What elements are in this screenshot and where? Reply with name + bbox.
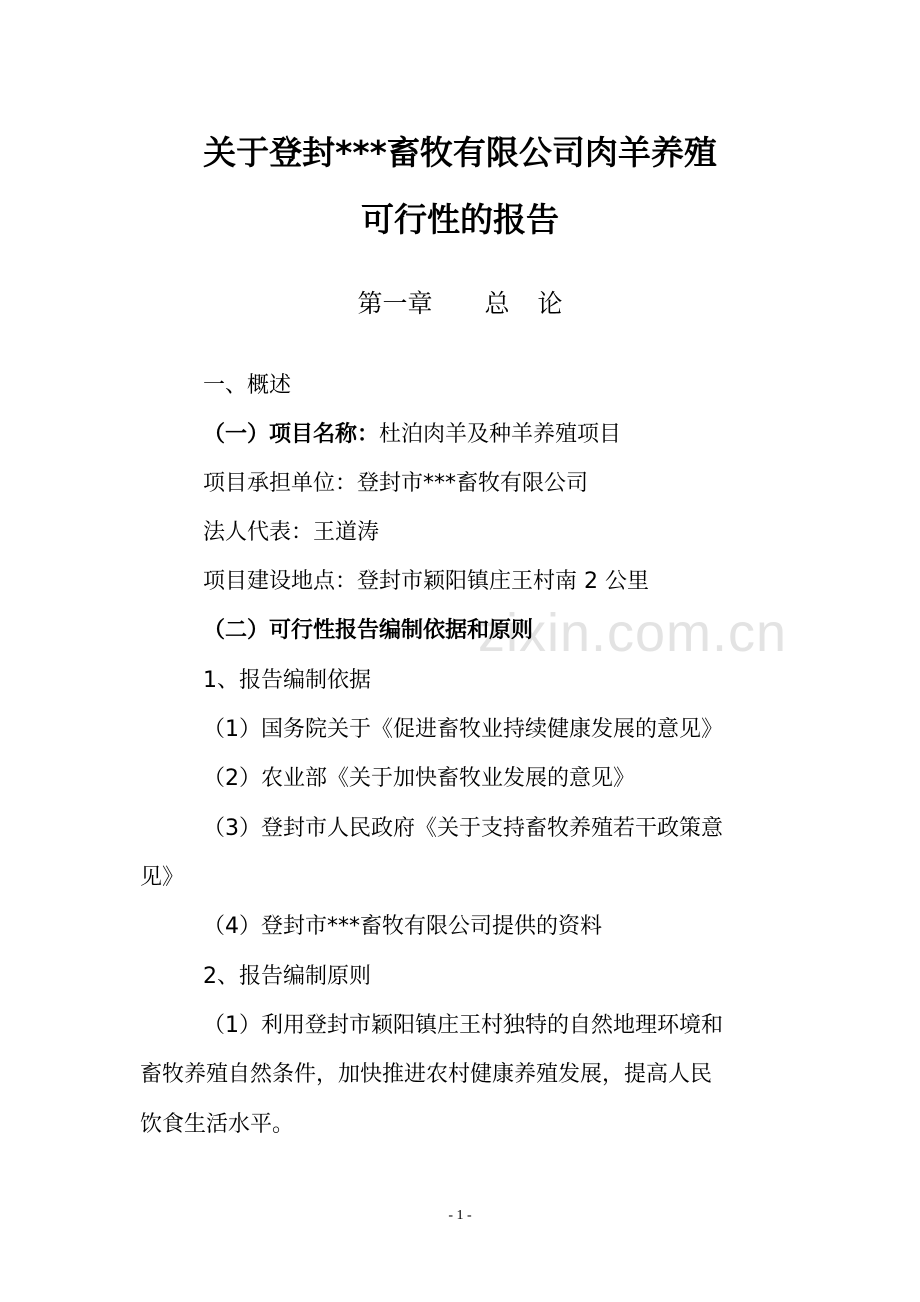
chapter-word-2: 论	[537, 289, 563, 318]
project-name-label: （一）项目名称：	[203, 422, 380, 447]
basis-item-3-line2: 见》	[140, 865, 185, 890]
principle-item-1-line1: （1）利用登封市颖阳镇庄王村独特的自然地理环境和	[203, 1013, 723, 1038]
project-name-line	[203, 417, 621, 448]
undertaker-line: 项目承担单位：登封市***畜牧有限公司	[203, 471, 589, 496]
basis-item-1: （1）国务院关于《促进畜牧业持续健康发展的意见》	[203, 717, 723, 742]
page-number: - 1 -	[448, 1208, 472, 1223]
principle-heading: 2、报告编制原则	[203, 964, 371, 989]
chapter-word-1: 总	[484, 289, 510, 318]
watermark: zixin.com.cn	[478, 603, 788, 663]
location-line: 项目建设地点：登封市颖阳镇庄王村南 2 公里	[203, 569, 649, 594]
principle-item-1-line2: 畜牧养殖自然条件，加快推进农村健康养殖发展，提高人民	[140, 1062, 713, 1087]
principle-item-1-line3: 饮食生活水平。	[140, 1112, 295, 1137]
chapter-label: 第一章	[357, 289, 433, 318]
basis-principle-heading: （二）可行性报告编制依据和原则	[203, 618, 534, 643]
basis-item-2: （2）农业部《关于加快畜牧业发展的意见》	[203, 766, 635, 791]
section-heading-overview: 一、概述	[203, 373, 292, 398]
basis-heading: 1、报告编制依据	[203, 668, 371, 693]
chapter-heading	[0, 284, 920, 320]
document-title-line1: 关于登封***畜牧有限公司肉羊养殖	[203, 133, 717, 172]
basis-item-4: （4）登封市***畜牧有限公司提供的资料	[203, 914, 602, 939]
legal-rep-line: 法人代表：王道涛	[203, 520, 380, 545]
basis-item-3-line1: （3）登封市人民政府《关于支持畜牧养殖若干政策意	[203, 816, 723, 841]
document-title-line2: 可行性的报告	[361, 200, 559, 239]
project-name-value: 杜泊肉羊及种羊养殖项目	[379, 422, 622, 447]
